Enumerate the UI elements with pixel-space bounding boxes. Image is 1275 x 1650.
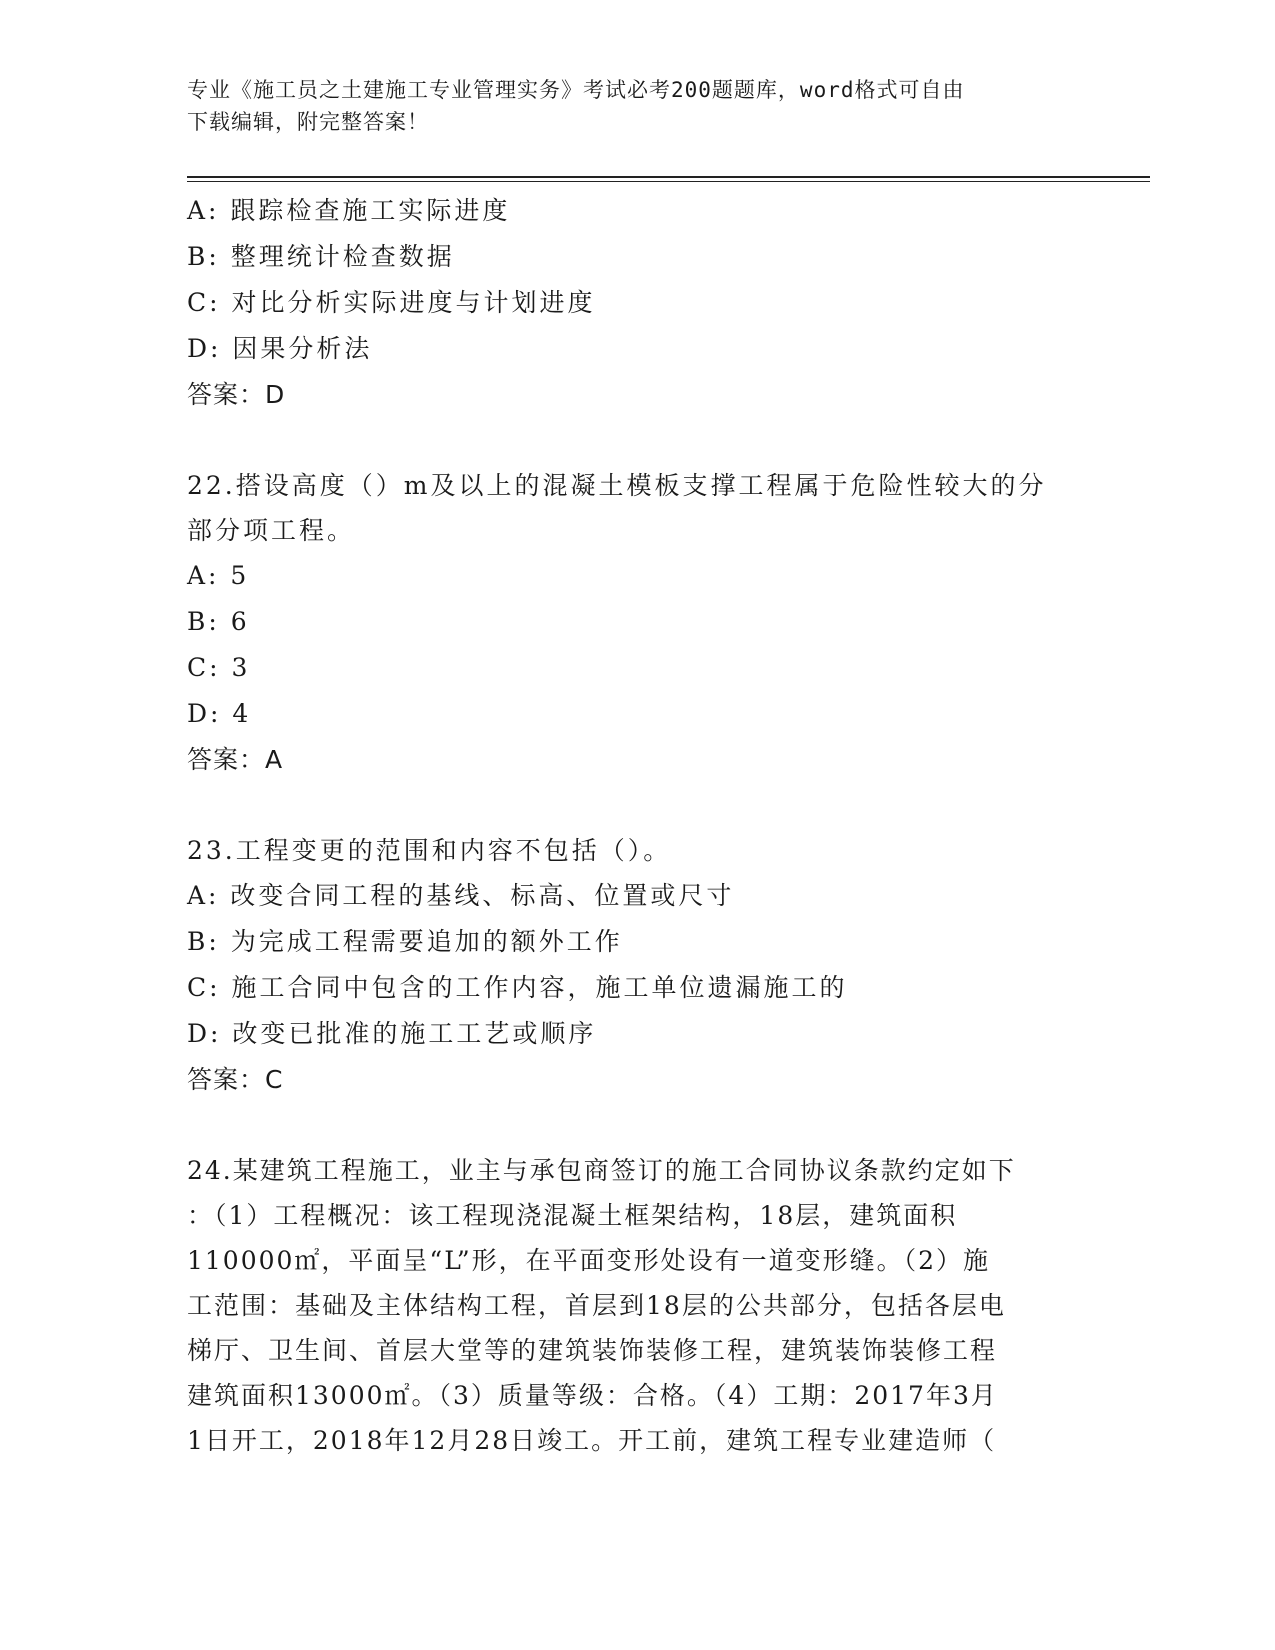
question-text-line-3: 110000㎡，平面呈“L”形，在平面变形处设有一道变形缝。（2）施 [187, 1246, 991, 1275]
option-c: C: 施工合同中包含的工作内容，施工单位遗漏施工的 [187, 973, 848, 1002]
spacer [187, 418, 1087, 463]
header-divider-thin [187, 181, 1150, 182]
header-line-2: 下载编辑，附完整答案！ [187, 110, 429, 134]
question-text-line-1: 22.搭设高度（）m及以上的混凝土模板支撑工程属于危险性较大的分 [187, 471, 1047, 500]
question-text-line-2: ：（1）工程概况：该工程现浇混凝土框架结构，18层，建筑面积 [187, 1201, 958, 1230]
option-a: A: 5 [187, 561, 250, 590]
option-d: D: 因果分析法 [187, 334, 373, 363]
question-text-line-1: 24.某建筑工程施工，业主与承包商签订的施工合同协议条款约定如下 [187, 1156, 1016, 1185]
option-b: B: 为完成工程需要追加的额外工作 [187, 927, 623, 956]
option-a: A: 改变合同工程的基线、标高、位置或尺寸 [187, 881, 735, 910]
document-header [187, 74, 1067, 138]
header-divider-thick [187, 176, 1150, 178]
question-22 [187, 463, 1087, 783]
question-24 [187, 1148, 1067, 1463]
option-a: A: 跟踪检查施工实际进度 [187, 196, 511, 225]
option-b: B: 整理统计检查数据 [187, 242, 455, 271]
header-line-1: 专业《施工员之土建施工专业管理实务》考试必考200题题库，word格式可自由 [187, 78, 965, 102]
answer: 答案：C [187, 1065, 284, 1094]
answer: 答案：D [187, 380, 286, 409]
option-b: B: 6 [187, 607, 250, 636]
option-d: D: 4 [187, 699, 252, 728]
option-d: D: 改变已批准的施工工艺或顺序 [187, 1019, 597, 1048]
question-text-line-2: 部分项工程。 [187, 516, 356, 545]
question-content [187, 188, 1087, 1463]
answer: 答案：A [187, 745, 284, 774]
option-c: C: 对比分析实际进度与计划进度 [187, 288, 596, 317]
question-text-line-4: 工范围：基础及主体结构工程，首层到18层的公共部分，包括各层电 [187, 1291, 1006, 1320]
spacer [187, 783, 1087, 828]
question-23 [187, 828, 1087, 1103]
question-text-line-7: 1日开工，2018年12月28日竣工。开工前，建筑工程专业建造师（ [187, 1426, 997, 1455]
question-text-line-5: 梯厅、卫生间、首层大堂等的建筑装饰装修工程，建筑装饰装修工程 [187, 1336, 998, 1365]
option-c: C: 3 [187, 653, 251, 682]
spacer [187, 1103, 1087, 1148]
question-21 [187, 188, 1087, 418]
question-text: 23.工程变更的范围和内容不包括（）。 [187, 836, 672, 865]
question-text-line-6: 建筑面积13000㎡。（3）质量等级：合格。（4）工期：2017年3月 [187, 1381, 998, 1410]
